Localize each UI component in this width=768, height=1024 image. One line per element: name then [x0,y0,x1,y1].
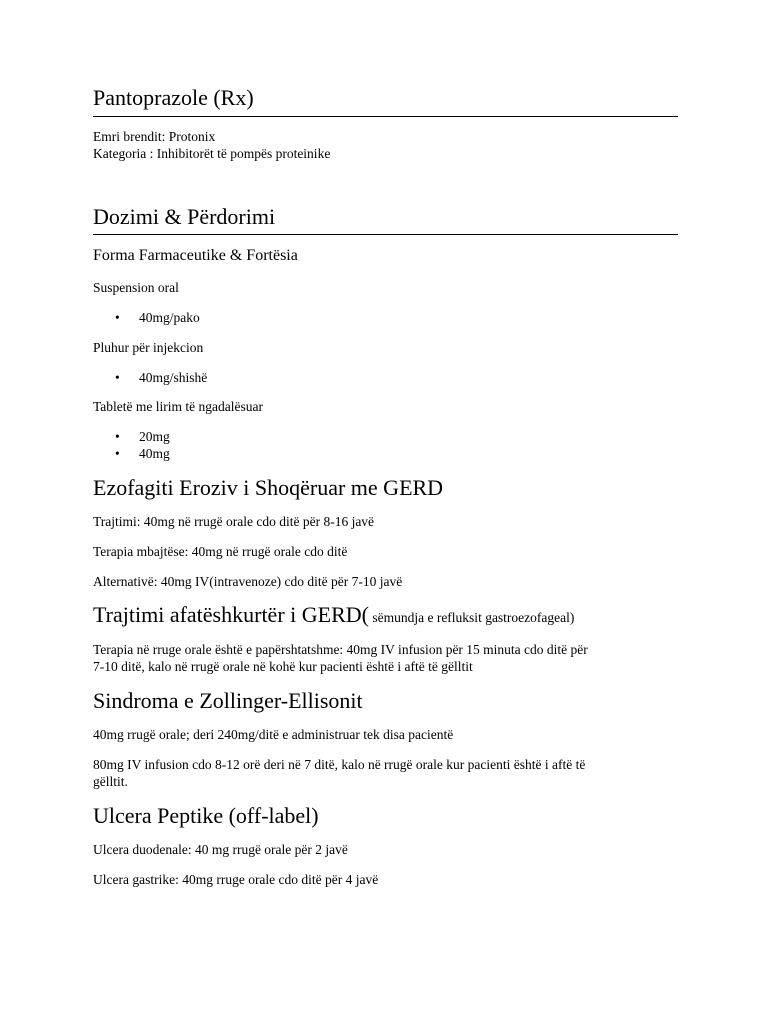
page-title: Pantoprazole (Rx) [93,85,254,110]
short-term-heading: Trajtimi afatëshkurtër i GERD( sëmundja e refluksit gastroezofageal) [93,602,575,627]
list-item: • 40mg [115,446,170,461]
form-label-oral: Suspension oral [93,280,179,295]
short-term-line-1: Terapia në rruge orale është e papërshtatshme: 40mg IV infusion për 15 minuta cdo ditë për [93,642,588,657]
bullet-icon: • [115,370,120,385]
form-label-injection: Pluhur për injekcion [93,340,204,355]
title-rule [93,116,678,117]
bullet-icon: • [115,310,120,325]
list-item: • 40mg/pako [115,310,200,325]
short-term-line-2: 7-10 ditë, kalo në rrugë orale në kohë kur pacienti është i aftë të gëlltit [93,659,473,674]
form-list-oral [93,309,678,326]
erosive-line-treatment: Trajtimi: 40mg në rrugë orale cdo ditë për 8-16 javë [93,514,375,529]
ulcer-heading: Ulcera Peptike (off-label) [93,803,319,828]
erosive-line-maintenance: Terapia mbajtëse: 40mg në rrugë orale cdo ditë [93,544,348,559]
ulcer-line-duodenal: Ulcera duodenale: 40 mg rrugë orale për 2 javë [93,842,348,857]
zollinger-paragraph-2-line-1: 80mg IV infusion cdo 8-12 orë deri në 7 ditë, kalo në rrugë orale kur pacienti është i aftë të [93,757,586,772]
short-term-heading-note: sëmundja e refluksit gastroezofageal) [368,610,575,625]
erosive-line-alternative: Alternativë: 40mg IV(intravenoze) cdo ditë për 7-10 javë [93,574,403,589]
bullet-icon: • [115,446,120,461]
category-line: Kategoria : Inhibitorët të pompës proteinike [93,146,331,161]
dosage-subheading: Forma Farmaceutike & Fortësia [93,247,298,264]
dosage-heading: Dozimi & Përdorimi [93,204,276,229]
document-page [93,84,678,888]
brand-line: Emri brendit: Protonix [93,129,216,144]
bullet-icon: • [115,429,120,444]
list-item: • 40mg/shishë [115,370,208,385]
erosive-heading: Ezofagiti Eroziv i Shoqëruar me GERD [93,475,444,500]
zollinger-paragraph-2-line-2: gëlltit. [93,774,128,789]
zollinger-paragraph-1: 40mg rrugë orale; deri 240mg/ditë e administruar tek disa pacientë [93,727,454,742]
list-item: • 20mg [115,429,170,444]
form-list-tablet [93,428,678,462]
form-list-injection [93,369,678,386]
form-label-tablet: Tabletë me lirim të ngadalësuar [93,399,263,414]
zollinger-heading: Sindroma e Zollinger-Ellisonit [93,688,363,713]
dosage-rule [93,234,678,235]
ulcer-line-gastric: Ulcera gastrike: 40mg rruge orale cdo ditë për 4 javë [93,872,379,887]
